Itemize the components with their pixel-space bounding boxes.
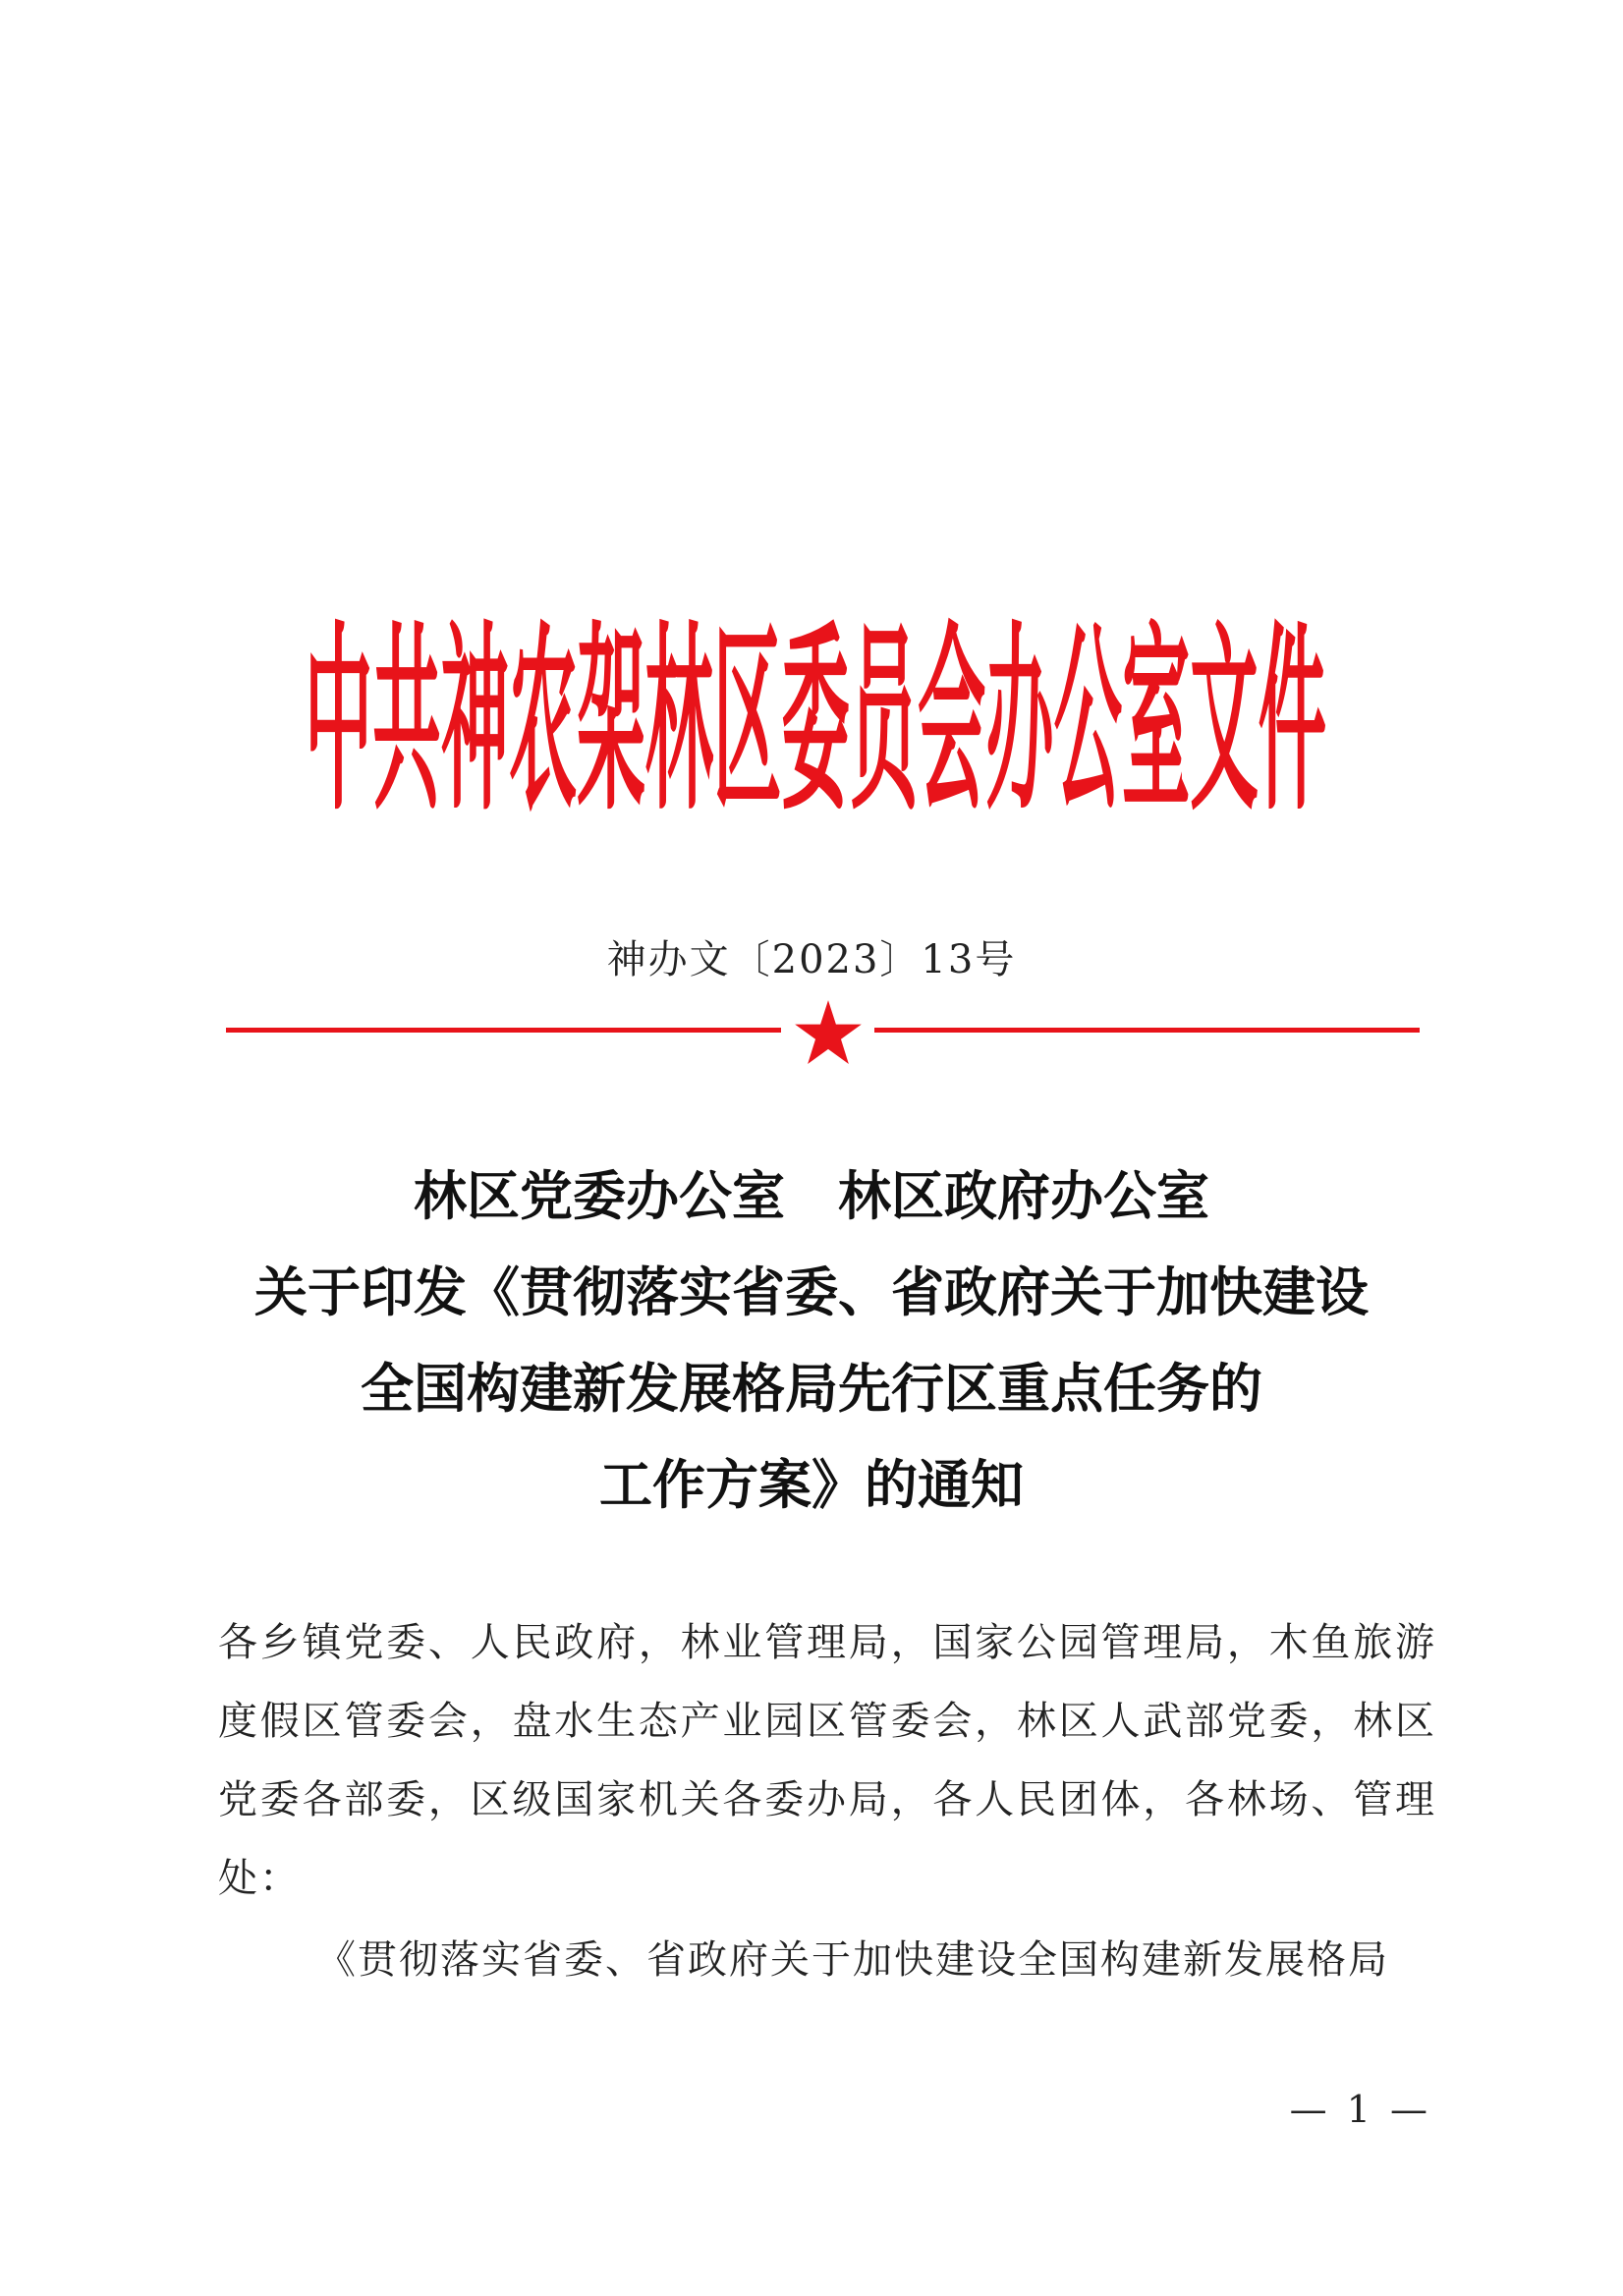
- title-line: 关于印发《贯彻落实省委、省政府关于加快建设: [254, 1260, 1369, 1323]
- issuer-masthead: [295, 585, 1336, 830]
- title-line: 全国构建新发展格局先行区重点任务的: [361, 1357, 1262, 1420]
- page-number: — 1 —: [1289, 2088, 1431, 2131]
- document-number: 神办文〔2023〕13号: [606, 937, 1017, 982]
- issuer-title: 中共神农架林区委员会办公室文件: [304, 605, 1326, 830]
- red-rule-right: [874, 1028, 1420, 1033]
- body-paragraph: 《贯彻落实省委、省政府关于加快建设全国构建新发展格局: [316, 1937, 1389, 1983]
- title-line: 林区党委办公室 林区政府办公室: [414, 1164, 1209, 1227]
- title-line: 工作方案》的通知: [599, 1453, 1024, 1516]
- issuer-masthead-svg: [295, 585, 1336, 830]
- addressee-paragraph: 各乡镇党委、人民政府，林业管理局，国家公园管理局，木鱼旅游度假区管委会，盘水生态产业园区管委会，林区人武部党委，林区党委各部委，区级国家机关各委办局，各人民团体，各林场、管理处：: [218, 1620, 1436, 1901]
- red-star-icon: [792, 998, 865, 1069]
- document-title: [0, 1148, 1623, 1533]
- red-rule-left: [226, 1028, 781, 1033]
